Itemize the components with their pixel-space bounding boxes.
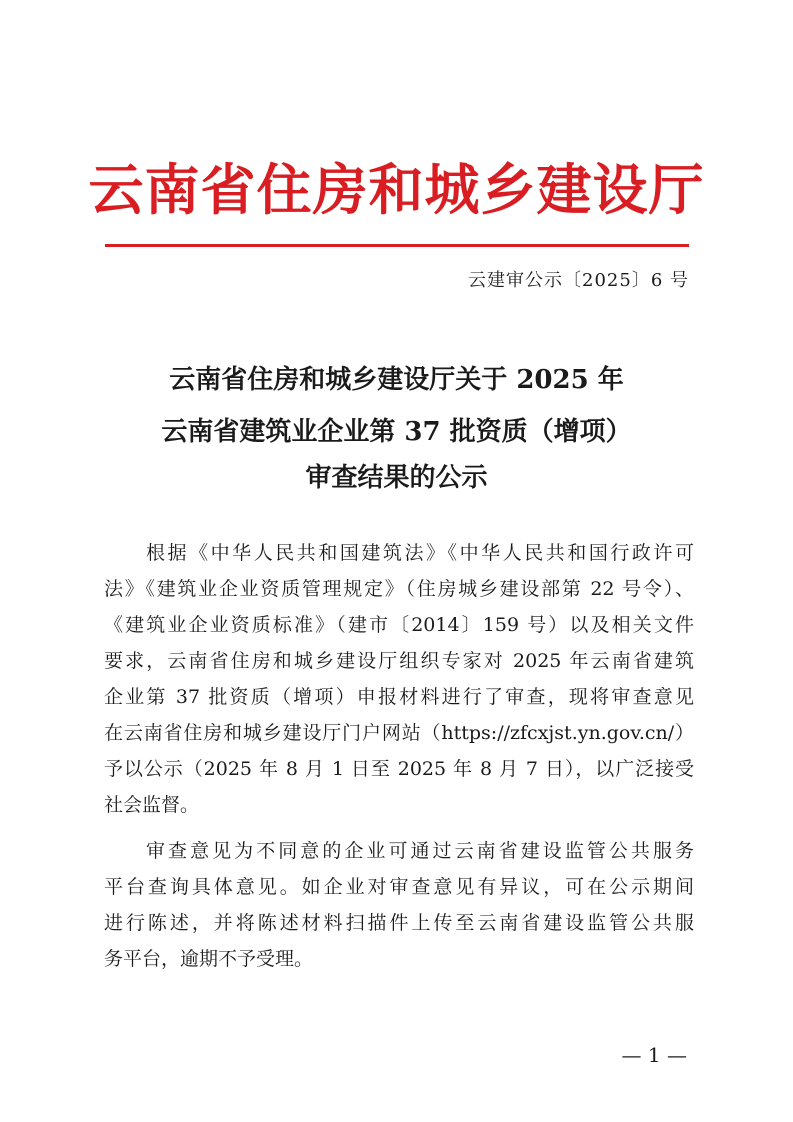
paragraph-line: 务平台，逾期不予受理。	[104, 948, 314, 970]
paragraph-line: 《建筑业企业资质标准》（建市〔2014〕159 号）以及相关文件	[104, 614, 694, 636]
paragraph-line: 进行陈述，并将陈述材料扫描件上传至云南省建设监管公共服	[104, 912, 694, 934]
page-number: — 1 —	[621, 1043, 687, 1067]
paragraph-line: 法》《建筑业企业资质管理规定》（住房城乡建设部第 22 号令）、	[104, 578, 694, 600]
paragraph-line: 社会监督。	[104, 794, 200, 816]
red-divider-line	[105, 244, 689, 247]
document-number: 云建审公示〔2025〕6 号	[468, 270, 689, 291]
document-title-line-3: 审查结果的公示	[305, 463, 488, 493]
document-title-line-2: 云南省建筑业企业第 37 批资质（增项）	[161, 417, 632, 447]
paragraph-line: 要求，云南省住房和城乡建设厅组织专家对 2025 年云南省建筑	[104, 650, 694, 672]
paragraph-line: 予以公示（2025 年 8 月 1 日至 2025 年 8 月 7 日），以广泛接受	[104, 758, 694, 780]
paragraph-line: 审查意见为不同意的企业可通过云南省建设监管公共服务	[146, 840, 694, 862]
document-title-line-1: 云南省住房和城乡建设厅关于 2025 年	[169, 365, 624, 395]
issuing-authority-header: 云南省住房和城乡建设厅	[88, 158, 705, 222]
paragraph-line: 根据《中华人民共和国建筑法》《中华人民共和国行政许可	[146, 542, 694, 564]
paragraph-line: 企业第 37 批资质（增项）申报材料进行了审查，现将审查意见	[104, 686, 694, 708]
paragraph-line: 平台查询具体意见。如企业对审查意见有异议，可在公示期间	[104, 876, 694, 898]
paragraph-line-with-url: 在云南省住房和城乡建设厅门户网站（https://zfcxjst.yn.gov.cn/）	[104, 722, 694, 744]
